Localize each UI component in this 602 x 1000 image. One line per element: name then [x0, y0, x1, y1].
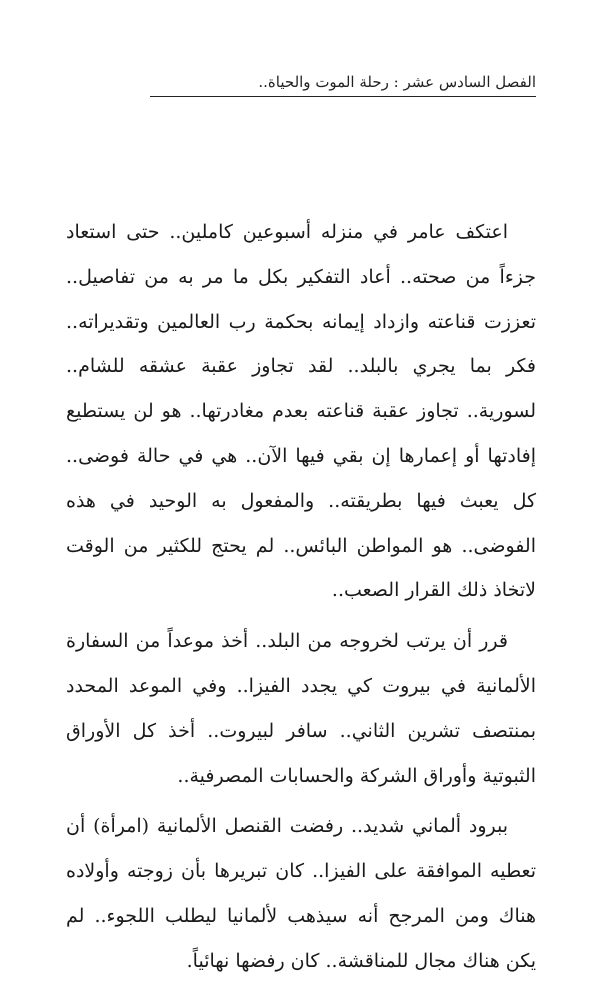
paragraph-3: ببرود ألماني شديد.. رفضت القنصل الألمانية (امرأة) أن تعطيه الموافقة على الفيزا.. كان تبريرها بأن زوجته وأولاده هناك ومن المرجح أنه سيذهب لألمانيا ليطلب اللجوء.. لم يكن هناك مجال للمناقشة.. كان رفضها نهائياً. — [66, 815, 536, 972]
header-rule — [150, 96, 536, 97]
paragraph-2: قرر أن يرتب لخروجه من البلد.. أخذ موعداً من السفارة الألمانية في بيروت كي يجدد الفيزا.. وفي الموعد المحدد بمنتصف تشرين الثاني.. سافر لبيروت.. أخذ كل الأوراق الثبوتية وأوراق الشركة والحسابات المصرفية.. — [66, 630, 536, 787]
running-header: الفصل السادس عشر : رحلة الموت والحياة.. — [258, 73, 536, 91]
body-text — [66, 210, 536, 984]
paragraph-1: اعتكف عامر في منزله أسبوعين كاملين.. حتى استعاد جزءاً من صحته.. أعاد التفكير بكل ما مر به من تفاصيل.. تعززت قناعته وازداد إيمانه بحكمة رب العالمين وتقديراته.. فكر بما يجري بالبلد.. لقد تجاوز عقبة عشقه للشام.. لسورية.. تجاوز عقبة قناعته بعدم مغادرتها.. هو لن يستطيع إفادتها أو إعمارها إن بقي فيها الآن.. هي في حالة فوضى.. كل يعبث فيها بطريقته.. والمفعول به الوحيد في هذه الفوضى.. هو المواطن البائس.. لم يحتج للكثير من الوقت لاتخاذ ذلك القرار الصعب.. — [66, 221, 536, 602]
